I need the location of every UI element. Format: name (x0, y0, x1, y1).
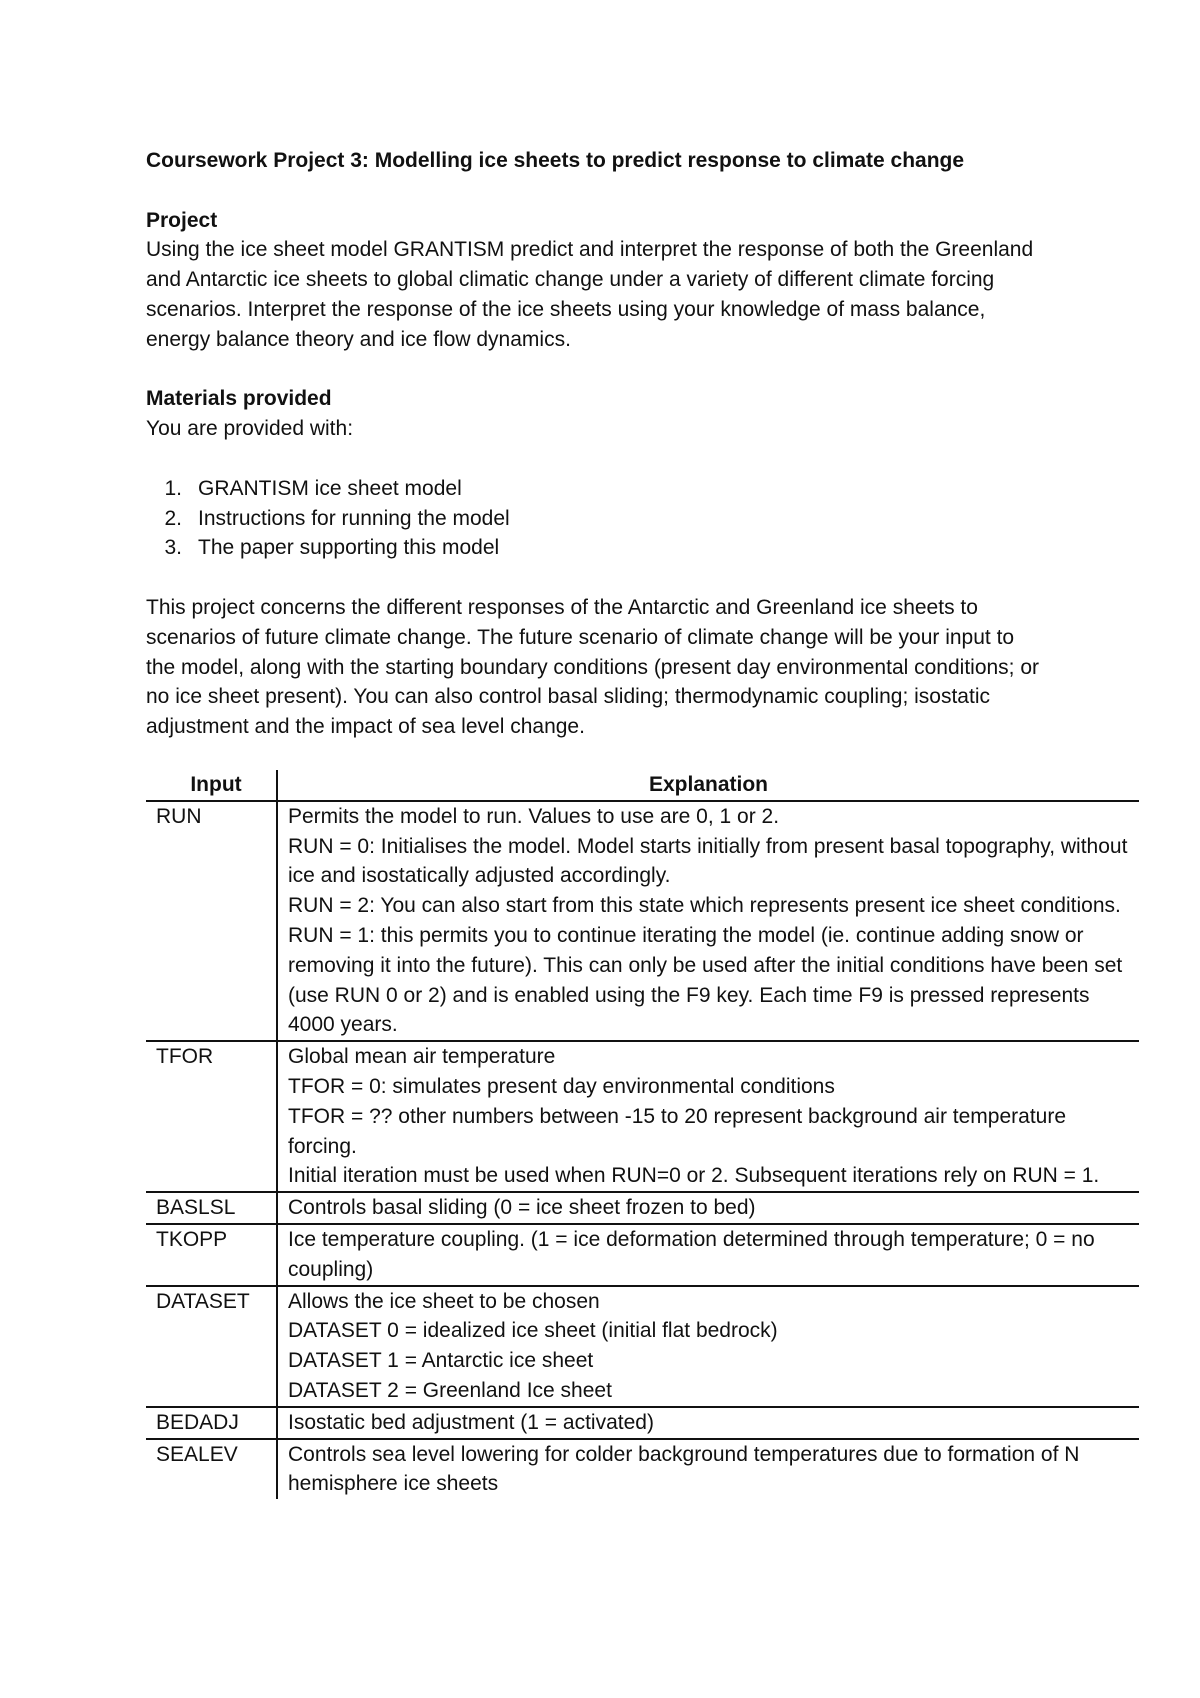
spacer (146, 355, 1046, 385)
materials-heading: Materials provided (146, 387, 332, 411)
list-item-number: 2. (164, 506, 182, 530)
table-row (146, 1286, 1139, 1407)
explanation-line: Global mean air temperature (288, 1045, 556, 1069)
explanation-line: Controls sea level lowering for colder background temperatures due to formation of N hemisphere ice sheets (288, 1442, 1080, 1496)
spacer (146, 176, 1046, 206)
list-item-text: GRANTISM ice sheet model (198, 476, 462, 500)
explanation-line: Controls basal sliding (0 = ice sheet frozen to bed) (288, 1196, 756, 1220)
list-item-number: 3. (164, 536, 182, 560)
project-text: Using the ice sheet model GRANTISM predict and interpret the response of both the Greenland and Antarctic ice sheets to global climatic change under a variety of different climate forcing scenarios. Interpret the response of the ice sheets using your knowledge of mass balance, energy balance theory and ice flow dynamics. (146, 238, 1034, 351)
row-explanation (277, 801, 1139, 1041)
table-row (146, 1192, 1139, 1224)
explanation-line: RUN = 1: this permits you to continue iterating the model (ie. continue adding snow or removing it into the future). This can only be used after the initial conditions have been set (use RUN 0 or 2) and is enabled using the F9 key. Each time F9 is pressed represents 4000 years. (288, 923, 1123, 1037)
explanation-line: Allows the ice sheet to be chosen (288, 1289, 600, 1313)
row-input-name: TKOPP (146, 1224, 277, 1286)
table-row (146, 1224, 1139, 1286)
row-input-name: TFOR (146, 1041, 277, 1192)
list-item-text: The paper supporting this model (198, 536, 500, 560)
explanation-line: TFOR = ?? other numbers between -15 to 20 represent background air temperature forcing. (288, 1104, 1067, 1158)
table-row (146, 801, 1139, 1041)
row-explanation (277, 1041, 1139, 1192)
document-title: Coursework Project 3: Modelling ice sheets to predict response to climate change (146, 149, 965, 172)
header-input: Input (146, 770, 277, 801)
table-row (146, 1439, 1139, 1500)
row-input-name: RUN (146, 801, 277, 1041)
materials-list (146, 474, 1046, 563)
table-header-row (146, 770, 1139, 801)
list-item (146, 474, 1046, 504)
explanation-line: DATASET 1 = Antarctic ice sheet (288, 1349, 594, 1373)
row-explanation (277, 1192, 1139, 1224)
explanation-line: RUN = 2: You can also start from this state which represents present ice sheet conditions. (288, 894, 1121, 918)
table-row (146, 1407, 1139, 1439)
row-explanation (277, 1439, 1139, 1500)
spacer (146, 444, 1046, 474)
input-parameters-table (146, 770, 1139, 1499)
explanation-line: DATASET 2 = Greenland Ice sheet (288, 1378, 612, 1402)
row-input-name: BASLSL (146, 1192, 277, 1224)
list-item (146, 504, 1046, 534)
row-input-name: BEDADJ (146, 1407, 277, 1439)
explanation-line: RUN = 0: Initialises the model. Model starts initially from present basal topography, without ice and isostatically adjusted accordingly. (288, 834, 1128, 888)
explanation-line: Initial iteration must be used when RUN=0 or 2. Subsequent iterations rely on RUN = 1. (288, 1164, 1100, 1188)
row-input-name: DATASET (146, 1286, 277, 1407)
list-item (146, 533, 1046, 563)
row-explanation (277, 1407, 1139, 1439)
document-body (146, 146, 1046, 742)
materials-intro: You are provided with: (146, 417, 354, 441)
explanation-line: Isostatic bed adjustment (1 = activated) (288, 1410, 654, 1434)
project-heading: Project (146, 208, 218, 232)
list-item-number: 1. (164, 476, 182, 500)
explanation-line: Ice temperature coupling. (1 = ice deformation determined through temperature; 0 = no coupling) (288, 1227, 1095, 1281)
row-explanation (277, 1286, 1139, 1407)
explanation-line: DATASET 0 = idealized ice sheet (initial flat bedrock) (288, 1319, 778, 1343)
row-explanation (277, 1224, 1139, 1286)
header-explanation: Explanation (277, 770, 1139, 801)
explanation-line: Permits the model to run. Values to use are 0, 1 or 2. (288, 804, 780, 828)
project-description: This project concerns the different responses of the Antarctic and Greenland ice sheets to scenarios of future climate change. The future scenario of climate change will be your input to the model, along with the starting boundary conditions (present day environmental conditions; or no ice sheet present). You can also control basal sliding; thermodynamic coupling; isostatic adjustment and the impact of sea level change. (146, 595, 1040, 739)
list-item-text: Instructions for running the model (198, 506, 510, 530)
table-row (146, 1041, 1139, 1192)
row-input-name: SEALEV (146, 1439, 277, 1500)
spacer (146, 563, 1046, 593)
explanation-line: TFOR = 0: simulates present day environmental conditions (288, 1074, 835, 1098)
